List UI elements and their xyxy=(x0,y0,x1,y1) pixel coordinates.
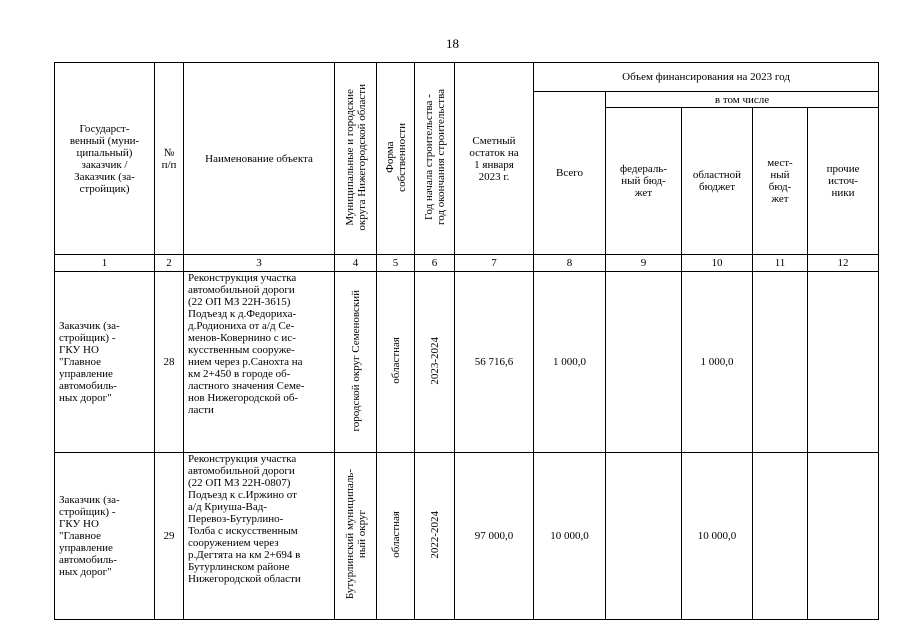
header-municipality xyxy=(335,63,377,255)
header-other: прочие источ- ники xyxy=(808,108,879,255)
row-object-name: Реконструкция участка автомобильной дороги (22 ОП МЗ 22Н-0807) Подъезд к с.Иржино от а/д Криуша-Вад- Перевоз-Бутурлино- Толба с искусственным сооружением через р.Дегтята на км 2+694 в Бутурлинском районе Нижегородской области xyxy=(184,453,335,620)
header-funding: Объем финансирования на 2023 год xyxy=(534,63,879,92)
row-ownership-text: областная xyxy=(389,337,402,384)
column-number: 12 xyxy=(808,255,879,272)
column-number: 5 xyxy=(377,255,415,272)
row-municipality-text: городской округ Семеновский xyxy=(349,289,362,432)
row-estimate: 56 716,6 xyxy=(455,272,534,453)
row-object-name: Реконструкция участка автомобильной дороги (22 ОП МЗ 22Н-3615) Подъезд к д.Федориха- д.Родиониха от а/д Се- менов-Ковернино с ис- кусственным сооруже- нием через р.Санохта на км 2+450 в городе об- ластного значения Семе- нов Нижегородской об- ласти xyxy=(184,272,335,453)
row-years xyxy=(415,272,455,453)
header-regional: областной бюджет xyxy=(682,108,753,255)
column-number: 11 xyxy=(753,255,808,272)
column-numbers-row xyxy=(55,255,879,272)
row-federal xyxy=(606,272,682,453)
header-total: Всего xyxy=(534,92,606,255)
row-total: 1 000,0 xyxy=(534,272,606,453)
column-number: 1 xyxy=(55,255,155,272)
row-ownership-text: областная xyxy=(389,511,402,558)
column-number: 4 xyxy=(335,255,377,272)
column-number: 6 xyxy=(415,255,455,272)
row-federal xyxy=(606,453,682,620)
row-municipality xyxy=(335,453,377,620)
header-estimate: Сметный остаток на 1 января 2023 г. xyxy=(455,63,534,255)
header-ownership-text: Форма собственности xyxy=(383,122,408,192)
row-other xyxy=(808,272,879,453)
header-num: № п/п xyxy=(155,63,184,255)
funding-table xyxy=(54,62,879,620)
row-years xyxy=(415,453,455,620)
column-number: 2 xyxy=(155,255,184,272)
header-federal: федераль- ный бюд- жет xyxy=(606,108,682,255)
row-customer: Заказчик (за- стройщик) - ГКУ НО "Главное управление автомобиль- ных дорог" xyxy=(55,272,155,453)
column-number: 10 xyxy=(682,255,753,272)
row-customer: Заказчик (за- стройщик) - ГКУ НО "Главное управление автомобиль- ных дорог" xyxy=(55,453,155,620)
page-number: 18 xyxy=(446,36,459,51)
row-regional: 10 000,0 xyxy=(682,453,753,620)
row-municipality xyxy=(335,272,377,453)
header-including: в том числе xyxy=(606,92,879,108)
row-municipality-text: Бутурлинский муниципаль- ный округ xyxy=(343,469,368,600)
row-ownership xyxy=(377,272,415,453)
table-row xyxy=(55,272,879,453)
row-years-text: 2022-2024 xyxy=(428,510,441,559)
table-row xyxy=(55,453,879,620)
row-years-text: 2023-2024 xyxy=(428,336,441,385)
header-object-name: Наименование объекта xyxy=(184,63,335,255)
row-num: 29 xyxy=(155,453,184,620)
header-years xyxy=(415,63,455,255)
header-years-text: Год начала строительства - год окончания строительства xyxy=(422,89,447,225)
header-municipality-text: Муниципальные и городские округа Нижегородской области xyxy=(343,83,368,231)
row-other xyxy=(808,453,879,620)
row-total: 10 000,0 xyxy=(534,453,606,620)
row-local xyxy=(753,272,808,453)
header-customer: Государст- венный (муни- ципальный) заказчик / Заказчик (за- стройщик) xyxy=(55,63,155,255)
row-regional: 1 000,0 xyxy=(682,272,753,453)
header-ownership xyxy=(377,63,415,255)
row-num: 28 xyxy=(155,272,184,453)
header-local: мест- ный бюд- жет xyxy=(753,108,808,255)
row-local xyxy=(753,453,808,620)
column-number: 7 xyxy=(455,255,534,272)
row-ownership xyxy=(377,453,415,620)
column-number: 3 xyxy=(184,255,335,272)
column-number: 9 xyxy=(606,255,682,272)
row-estimate: 97 000,0 xyxy=(455,453,534,620)
column-number: 8 xyxy=(534,255,606,272)
